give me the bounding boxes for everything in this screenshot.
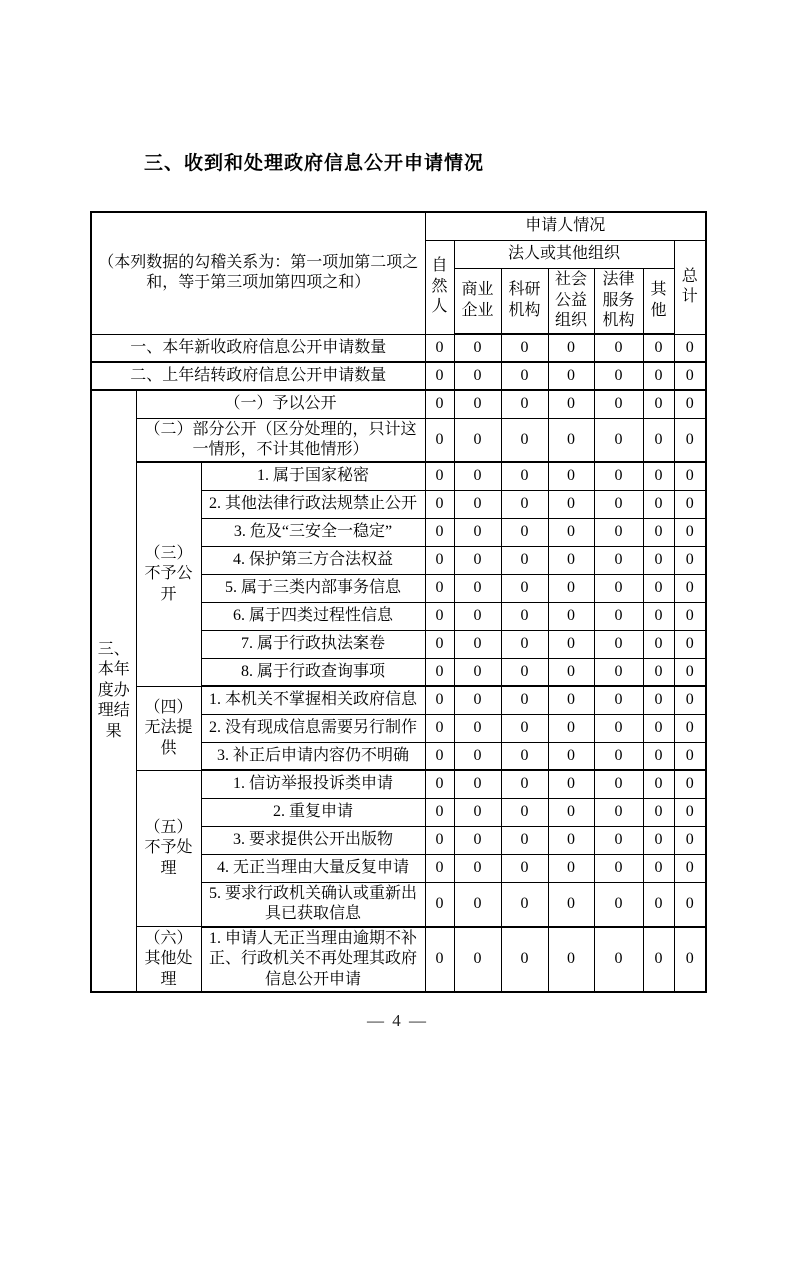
value-cell: 0 <box>548 714 594 742</box>
value-cell: 0 <box>548 882 594 926</box>
value-cell: 0 <box>643 686 674 714</box>
value-cell: 0 <box>594 798 643 826</box>
value-cell: 0 <box>501 714 548 742</box>
value-cell: 0 <box>501 742 548 770</box>
value-cell: 0 <box>501 770 548 798</box>
value-cell: 0 <box>674 462 706 490</box>
value-cell: 0 <box>674 826 706 854</box>
value-cell: 0 <box>548 742 594 770</box>
value-cell: 0 <box>425 362 454 390</box>
value-cell: 0 <box>501 630 548 658</box>
table-row <box>91 927 706 992</box>
value-cell: 0 <box>643 927 674 992</box>
value-cell: 0 <box>643 714 674 742</box>
value-cell: 0 <box>548 798 594 826</box>
header-org-col-business: 商业企业 <box>454 268 501 334</box>
value-cell: 0 <box>674 686 706 714</box>
header-org-col-other: 其他 <box>643 268 674 334</box>
value-cell: 0 <box>643 462 674 490</box>
value-cell: 0 <box>454 546 501 574</box>
header-org-col-research: 科研机构 <box>501 268 548 334</box>
value-cell: 0 <box>425 490 454 518</box>
value-cell: 0 <box>594 770 643 798</box>
value-cell: 0 <box>501 798 548 826</box>
value-cell: 0 <box>425 798 454 826</box>
value-cell: 0 <box>594 826 643 854</box>
value-cell: 0 <box>548 334 594 362</box>
value-cell: 0 <box>594 927 643 992</box>
value-cell: 0 <box>643 882 674 926</box>
value-cell: 0 <box>454 742 501 770</box>
value-cell: 0 <box>674 630 706 658</box>
value-cell: 0 <box>548 854 594 882</box>
item-label: 5. 要求行政机关确认或重新出具已获取信息 <box>201 882 425 926</box>
table-row <box>91 418 706 462</box>
value-cell: 0 <box>548 630 594 658</box>
header-legal-org-group: 法人或其他组织 <box>454 240 674 268</box>
value-cell: 0 <box>454 362 501 390</box>
item-label: 1. 信访举报投诉类申请 <box>201 770 425 798</box>
value-cell: 0 <box>548 826 594 854</box>
value-cell: 0 <box>454 630 501 658</box>
value-cell: 0 <box>501 602 548 630</box>
value-cell: 0 <box>454 574 501 602</box>
row-label-partial-disclosure: （二）部分公开（区分处理的，只计这一情形，不计其他情形） <box>136 418 425 462</box>
value-cell: 0 <box>594 714 643 742</box>
value-cell: 0 <box>548 518 594 546</box>
note-cell: （本列数据的勾稽关系为：第一项加第二项之和，等于第三项加第四项之和） <box>91 212 425 334</box>
value-cell: 0 <box>454 418 501 462</box>
value-cell: 0 <box>643 574 674 602</box>
value-cell: 0 <box>548 686 594 714</box>
value-cell: 0 <box>674 418 706 462</box>
table-row <box>91 334 706 362</box>
item-label: 1. 属于国家秘密 <box>201 462 425 490</box>
value-cell: 0 <box>674 362 706 390</box>
group-label-other-processing: （六）其他处理 <box>136 927 201 992</box>
value-cell: 0 <box>501 390 548 418</box>
value-cell: 0 <box>674 574 706 602</box>
value-cell: 0 <box>674 518 706 546</box>
value-cell: 0 <box>454 770 501 798</box>
section-label-annual-results: 三、本年度办理结果 <box>91 390 136 992</box>
group-label-unable-to-provide: （四）无法提供 <box>136 686 201 770</box>
value-cell: 0 <box>643 390 674 418</box>
table-row <box>91 462 706 490</box>
value-cell: 0 <box>501 334 548 362</box>
value-cell: 0 <box>501 490 548 518</box>
value-cell: 0 <box>643 518 674 546</box>
value-cell: 0 <box>594 546 643 574</box>
value-cell: 0 <box>643 362 674 390</box>
value-cell: 0 <box>643 490 674 518</box>
value-cell: 0 <box>501 927 548 992</box>
value-cell: 0 <box>425 686 454 714</box>
item-label: 1. 申请人无正当理由逾期不补正、行政机关不再处理其政府信息公开申请 <box>201 927 425 992</box>
group-label-refused-disclosure: （三）不予公开 <box>136 462 201 686</box>
value-cell: 0 <box>548 418 594 462</box>
value-cell: 0 <box>674 882 706 926</box>
value-cell: 0 <box>425 826 454 854</box>
value-cell: 0 <box>454 927 501 992</box>
item-label: 3. 危及“三安全一稳定” <box>201 518 425 546</box>
row-label-carried-over: 二、上年结转政府信息公开申请数量 <box>91 362 425 390</box>
value-cell: 0 <box>674 490 706 518</box>
value-cell: 0 <box>454 826 501 854</box>
value-cell: 0 <box>674 658 706 686</box>
value-cell: 0 <box>425 658 454 686</box>
value-cell: 0 <box>643 798 674 826</box>
value-cell: 0 <box>548 770 594 798</box>
item-label: 4. 无正当理由大量反复申请 <box>201 854 425 882</box>
page-title: 三、收到和处理政府信息公开申请情况 <box>144 153 485 174</box>
value-cell: 0 <box>674 334 706 362</box>
value-cell: 0 <box>548 574 594 602</box>
value-cell: 0 <box>643 826 674 854</box>
value-cell: 0 <box>501 546 548 574</box>
value-cell: 0 <box>674 714 706 742</box>
value-cell: 0 <box>548 602 594 630</box>
value-cell: 0 <box>425 630 454 658</box>
value-cell: 0 <box>454 462 501 490</box>
value-cell: 0 <box>501 658 548 686</box>
value-cell: 0 <box>674 390 706 418</box>
page-number: — 4 — <box>367 1011 428 1031</box>
value-cell: 0 <box>594 854 643 882</box>
value-cell: 0 <box>454 490 501 518</box>
header-total: 总计 <box>674 240 706 334</box>
value-cell: 0 <box>548 658 594 686</box>
item-label: 8. 属于行政查询事项 <box>201 658 425 686</box>
value-cell: 0 <box>643 334 674 362</box>
value-cell: 0 <box>425 742 454 770</box>
value-cell: 0 <box>425 462 454 490</box>
value-cell: 0 <box>674 927 706 992</box>
value-cell: 0 <box>643 770 674 798</box>
item-label: 6. 属于四类过程性信息 <box>201 602 425 630</box>
header-org-col-public-welfare: 社会公益组织 <box>548 268 594 334</box>
value-cell: 0 <box>454 686 501 714</box>
value-cell: 0 <box>548 927 594 992</box>
value-cell: 0 <box>643 854 674 882</box>
value-cell: 0 <box>501 854 548 882</box>
table-row <box>91 390 706 418</box>
value-cell: 0 <box>425 854 454 882</box>
value-cell: 0 <box>548 390 594 418</box>
value-cell: 0 <box>454 714 501 742</box>
row-label-new-applications: 一、本年新收政府信息公开申请数量 <box>91 334 425 362</box>
row-label-granted-disclosure: （一）予以公开 <box>136 390 425 418</box>
value-cell: 0 <box>501 882 548 926</box>
document-page <box>0 148 793 1270</box>
item-label: 3. 要求提供公开出版物 <box>201 826 425 854</box>
value-cell: 0 <box>643 418 674 462</box>
value-cell: 0 <box>501 518 548 546</box>
value-cell: 0 <box>594 742 643 770</box>
value-cell: 0 <box>674 602 706 630</box>
value-cell: 0 <box>425 602 454 630</box>
report-table <box>90 211 707 993</box>
value-cell: 0 <box>425 882 454 926</box>
value-cell: 0 <box>454 882 501 926</box>
value-cell: 0 <box>594 390 643 418</box>
value-cell: 0 <box>674 854 706 882</box>
value-cell: 0 <box>501 418 548 462</box>
value-cell: 0 <box>594 574 643 602</box>
value-cell: 0 <box>548 546 594 574</box>
group-label-not-processed: （五）不予处理 <box>136 770 201 926</box>
item-label: 7. 属于行政执法案卷 <box>201 630 425 658</box>
value-cell: 0 <box>454 658 501 686</box>
value-cell: 0 <box>454 518 501 546</box>
value-cell: 0 <box>425 334 454 362</box>
value-cell: 0 <box>643 658 674 686</box>
value-cell: 0 <box>425 418 454 462</box>
header-applicant-group: 申请人情况 <box>425 212 706 240</box>
value-cell: 0 <box>594 490 643 518</box>
value-cell: 0 <box>425 927 454 992</box>
value-cell: 0 <box>501 362 548 390</box>
value-cell: 0 <box>548 462 594 490</box>
item-label: 3. 补正后申请内容仍不明确 <box>201 742 425 770</box>
table-row <box>91 686 706 714</box>
value-cell: 0 <box>594 362 643 390</box>
value-cell: 0 <box>548 490 594 518</box>
value-cell: 0 <box>594 686 643 714</box>
value-cell: 0 <box>454 854 501 882</box>
value-cell: 0 <box>425 770 454 798</box>
value-cell: 0 <box>674 798 706 826</box>
value-cell: 0 <box>594 602 643 630</box>
item-label: 2. 重复申请 <box>201 798 425 826</box>
value-cell: 0 <box>674 546 706 574</box>
value-cell: 0 <box>501 462 548 490</box>
item-label: 4. 保护第三方合法权益 <box>201 546 425 574</box>
value-cell: 0 <box>501 826 548 854</box>
value-cell: 0 <box>594 462 643 490</box>
value-cell: 0 <box>501 686 548 714</box>
value-cell: 0 <box>425 714 454 742</box>
header-org-col-legal-service: 法律服务机构 <box>594 268 643 334</box>
value-cell: 0 <box>594 418 643 462</box>
value-cell: 0 <box>594 882 643 926</box>
value-cell: 0 <box>594 658 643 686</box>
value-cell: 0 <box>594 518 643 546</box>
item-label: 2. 没有现成信息需要另行制作 <box>201 714 425 742</box>
value-cell: 0 <box>674 770 706 798</box>
value-cell: 0 <box>594 630 643 658</box>
value-cell: 0 <box>643 546 674 574</box>
item-label: 5. 属于三类内部事务信息 <box>201 574 425 602</box>
header-natural-person: 自然人 <box>425 240 454 334</box>
value-cell: 0 <box>594 334 643 362</box>
value-cell: 0 <box>425 574 454 602</box>
table-row <box>91 770 706 798</box>
value-cell: 0 <box>425 546 454 574</box>
item-label: 2. 其他法律行政法规禁止公开 <box>201 490 425 518</box>
value-cell: 0 <box>454 602 501 630</box>
value-cell: 0 <box>454 334 501 362</box>
value-cell: 0 <box>548 362 594 390</box>
value-cell: 0 <box>501 574 548 602</box>
item-label: 1. 本机关不掌握相关政府信息 <box>201 686 425 714</box>
value-cell: 0 <box>454 390 501 418</box>
value-cell: 0 <box>643 602 674 630</box>
value-cell: 0 <box>454 798 501 826</box>
value-cell: 0 <box>425 518 454 546</box>
value-cell: 0 <box>674 742 706 770</box>
table-row <box>91 362 706 390</box>
value-cell: 0 <box>643 630 674 658</box>
value-cell: 0 <box>643 742 674 770</box>
value-cell: 0 <box>425 390 454 418</box>
